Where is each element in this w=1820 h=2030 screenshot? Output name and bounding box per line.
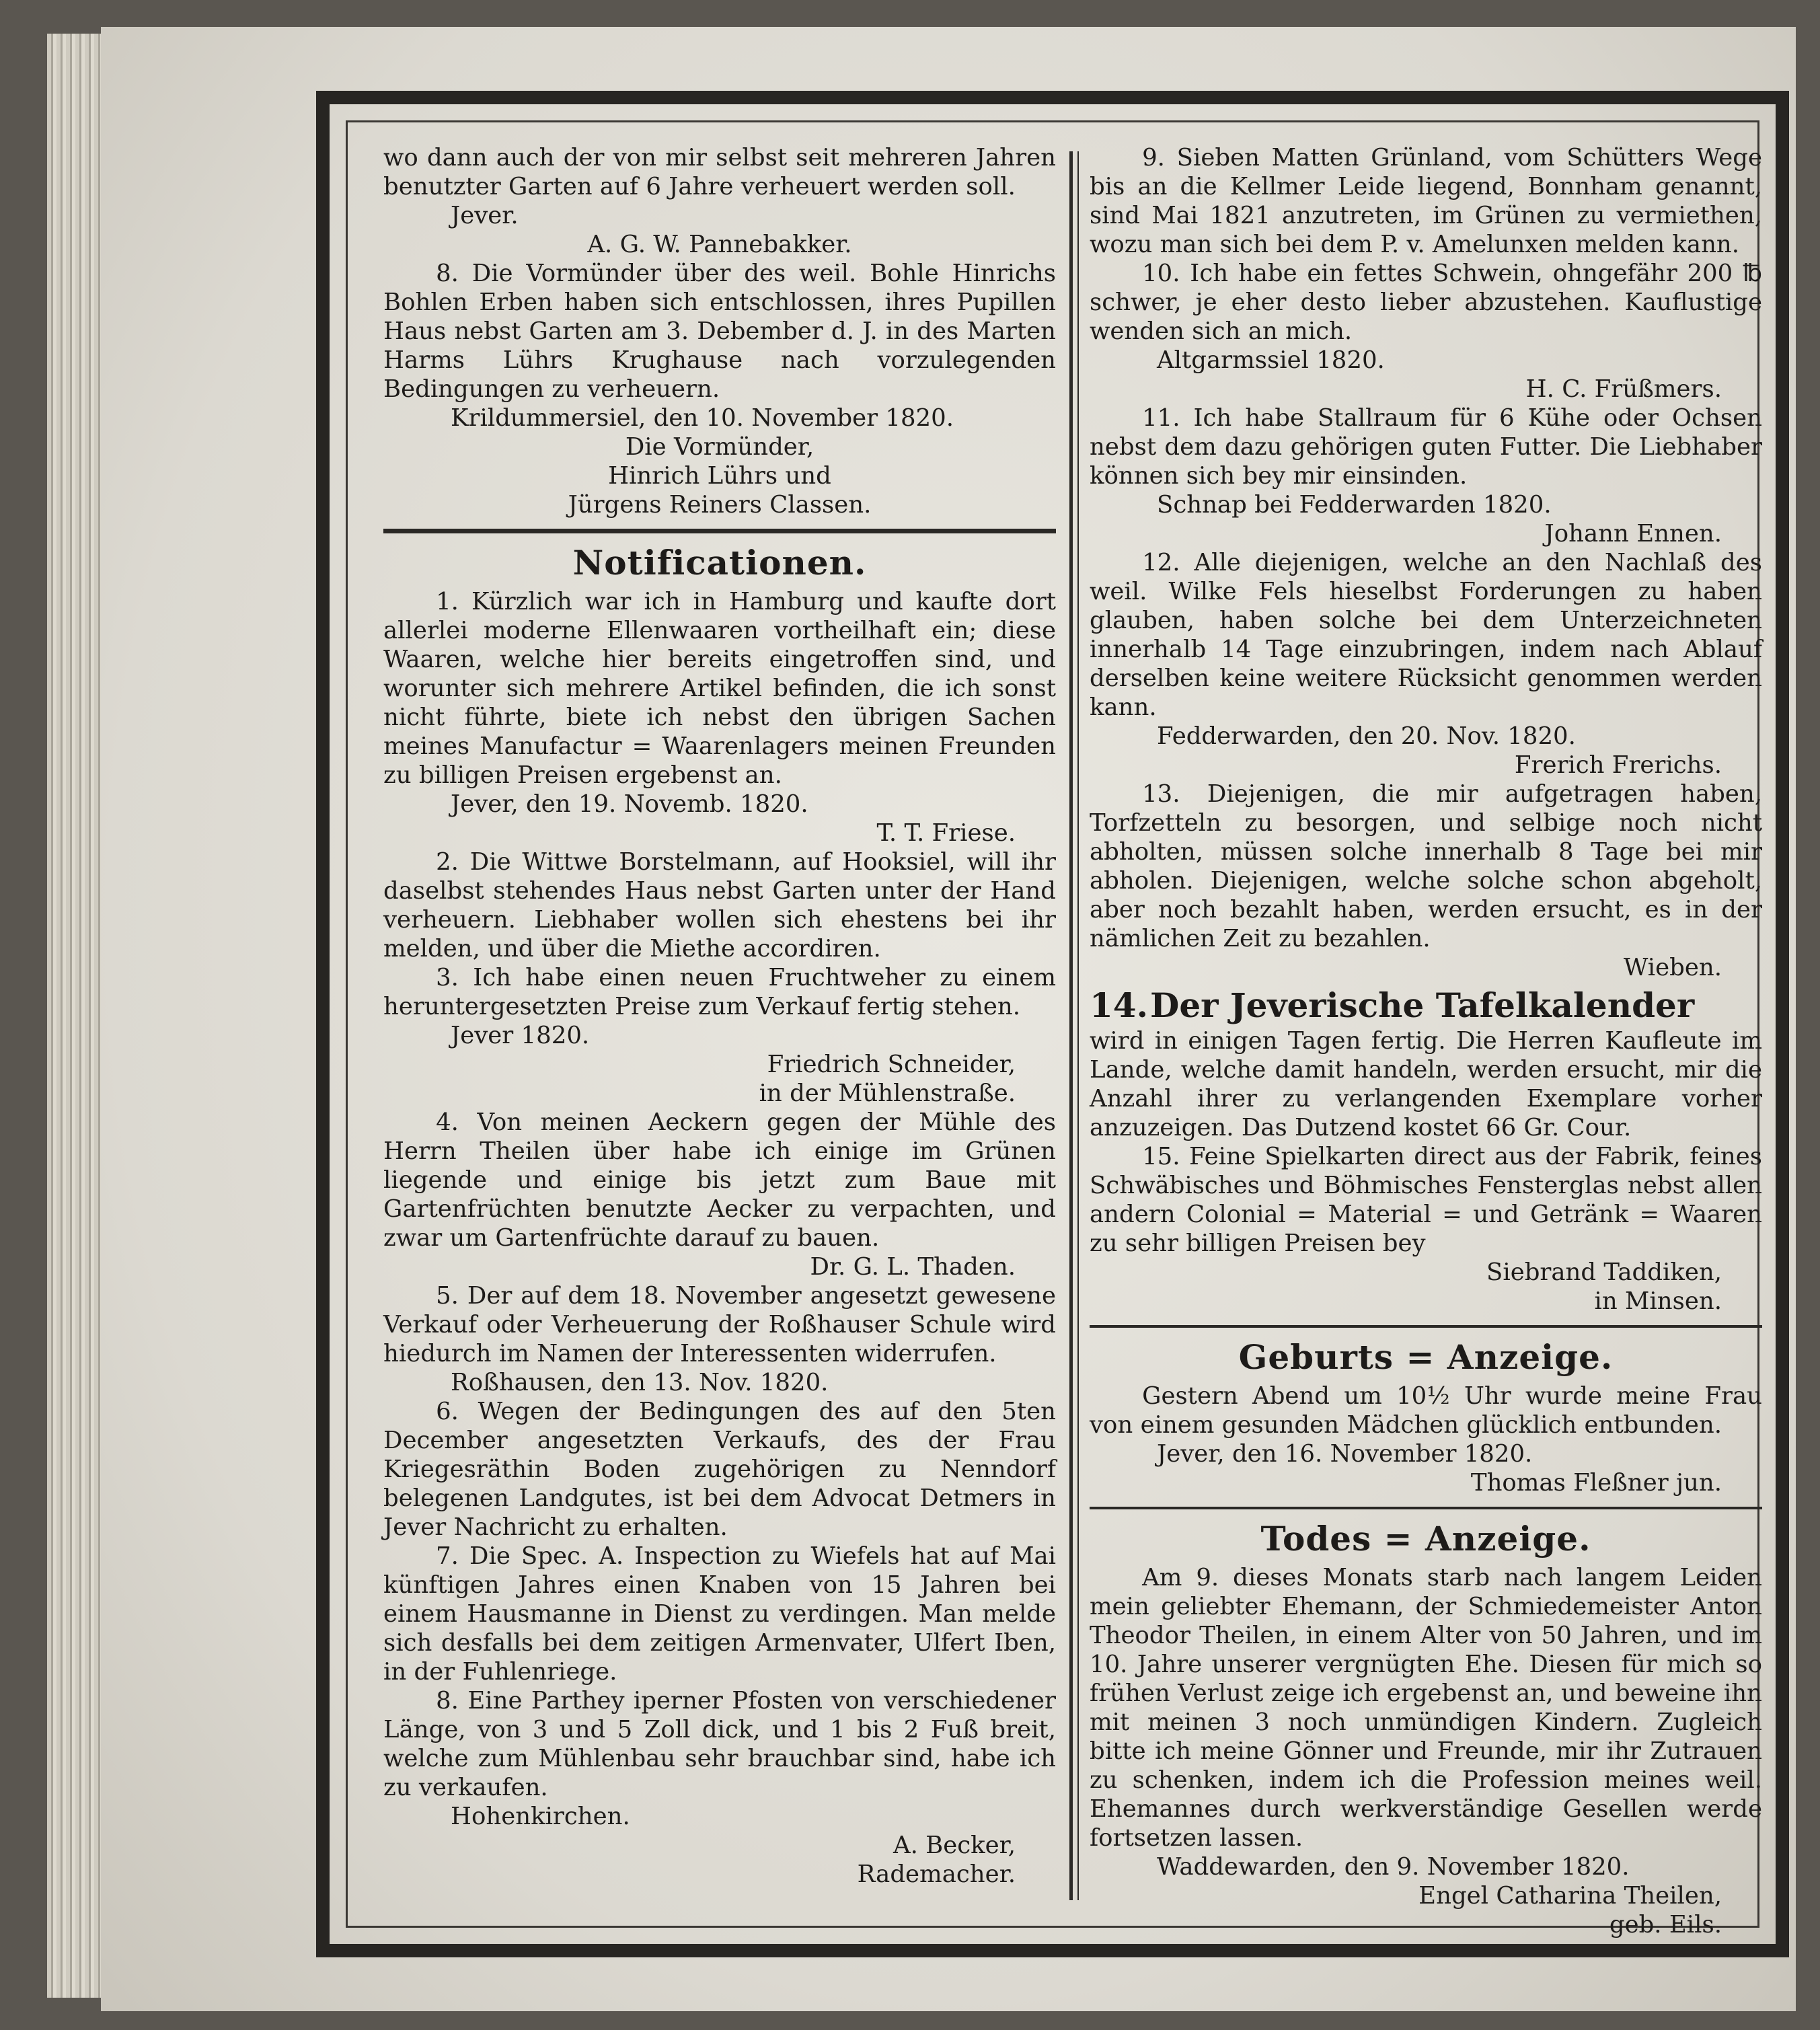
notice-7: 7. Die Spec. A. Inspection zu Wiefels hat auf Mai künftigen Jahres einen Knaben von 15 Jahren bei einem Hausmanne in Dienst zu verdingen. Man melde sich desfalls bei dem zeitigen Armenvater, Ulfert Iben, in der Fuhlenriege. xyxy=(383,1542,1056,1686)
notice-signature: in Minsen. xyxy=(1594,1287,1722,1315)
death-heading: Todes = Anzeige. xyxy=(1260,1519,1591,1558)
notice-place: Jever. xyxy=(451,202,519,229)
notice-2: 2. Die Wittwe Borstelmann, auf Hooksiel, will ihr daselbst stehendes Haus nebst Garten unter der Hand verheuern. Liebhaber wollen sich ehestens bei ihr melden, und über die Miethe accordiren. xyxy=(383,848,1056,963)
notice-1: 1. Kürzlich war ich in Hamburg und kaufte dort allerlei moderne Ellenwaaren vortheilhaft ein; diese Waaren, welche hier bereits eingetroffen sind, und worunter sich mehrere Artikel befinden, die ich sonst nicht führte, biete ich nebst den übrigen Sachen meines Manufactur = Waarenlagers meinen Freunden zu billigen Preisen ergebenst an. xyxy=(383,588,1056,789)
continued-notice: wo dann auch der von mir selbst seit mehreren Jahren benutzter Garten auf 6 Jahre verheuert werden soll. xyxy=(383,144,1056,200)
section-heading: Notificationen. xyxy=(572,543,867,582)
section-rule xyxy=(1090,1507,1762,1509)
notice-place: Roßhausen, den 13. Nov. 1820. xyxy=(451,1369,829,1396)
notice-9: 9. Sieben Matten Grünland, vom Schütters Wege bis an die Kellmer Leide liegend, Bonnham genannt, sind Mai 1821 anzutreten, im Grünen zu vermiethen, wozu man sich bei dem P. v. Amelunxen melden kann. xyxy=(1090,144,1762,258)
notice-10: 10. Ich habe ein fettes Schwein, ohngefähr 200 ℔ schwer, je eher desto lieber abzustehen. Kauflustige wenden sich an mich. xyxy=(1090,260,1762,345)
notice-place: Hohenkirchen. xyxy=(451,1803,630,1830)
notice-12: 12. Alle diejenigen, welche an den Nachlaß des weil. Wilke Fels hieselbst Forderungen zu haben glauben, haben solche bei dem Unterzeichneten innerhalb 14 Tage einzubringen, indem nach Ablauf derselben keine weitere Rücksicht genommen werden kann. xyxy=(1090,549,1762,721)
notice-8b: 8. Eine Parthey iperner Pfosten von verschiedener Länge, von 3 und 5 Zoll dick, und 1 bis 2 Fuß breit, welche zum Mühlenbau sehr brauchbar sind, habe ich zu verkaufen. xyxy=(383,1687,1056,1801)
notice-place: Fedderwarden, den 20. Nov. 1820. xyxy=(1157,722,1576,750)
notice-signature: Hinrich Lührs und xyxy=(608,462,831,490)
notice-signature: Rademacher. xyxy=(857,1860,1016,1888)
notice-signature: Johann Ennen. xyxy=(1544,520,1722,548)
notice-8: 8. Die Vormünder über des weil. Bohle Hinrichs Bohlen Erben haben sich entschlossen, ihres Pupillen Haus nebst Garten am 3. Debember d. J. in des Marten Harms Lührs Krughause nach vorzulegenden Bedingungen zu verheuern. xyxy=(383,260,1056,403)
notice-place: Jever 1820. xyxy=(451,1022,590,1049)
notice-signature: T. T. Friese. xyxy=(876,819,1016,847)
notice-signature: Frerich Frerichs. xyxy=(1514,751,1722,779)
notice-signature: Dr. G. L. Thaden. xyxy=(810,1253,1016,1281)
birth-notice: Gestern Abend um 10½ Uhr wurde meine Frau von einem gesunden Mädchen glücklich entbunden. xyxy=(1090,1382,1762,1439)
notice-signature: Wieben. xyxy=(1623,954,1722,981)
notice-signature: Siebrand Taddiken, xyxy=(1486,1258,1722,1286)
notice-5: 5. Der auf dem 18. November angesetzt gewesene Verkauf oder Verheuerung der Roßhauser Schule wird hiedurch im Namen der Interessenten widerrufen. xyxy=(383,1282,1056,1367)
notice-place: Jever, den 19. Novemb. 1820. xyxy=(451,790,808,818)
notice-place: Waddewarden, den 9. November 1820. xyxy=(1157,1853,1630,1881)
notice-signature: H. C. Früßmers. xyxy=(1525,375,1722,403)
notice-3: 3. Ich habe einen neuen Fruchtweher zu einem heruntergesetzten Preise zum Verkauf fertig stehen. xyxy=(383,964,1056,1020)
section-rule xyxy=(383,529,1056,533)
notice-signature: Friedrich Schneider, xyxy=(767,1051,1016,1078)
notice-signature: Thomas Fleßner jun. xyxy=(1470,1469,1722,1497)
notice-14-title xyxy=(1090,986,1762,1025)
birth-heading: Geburts = Anzeige. xyxy=(1238,1337,1614,1377)
section-rule xyxy=(1090,1325,1762,1328)
column-divider xyxy=(1069,151,1073,1900)
notice-signature: in der Mühlenstraße. xyxy=(759,1080,1016,1107)
notice-place: Altgarmssiel 1820. xyxy=(1157,346,1385,374)
notice-signature: Engel Catharina Theilen, xyxy=(1418,1882,1722,1910)
notice-15: 15. Feine Spielkarten direct aus der Fabrik, feines Schwäbisches und Böhmisches Fensterglas nebst allen andern Colonial = Material = und Getränk = Waaren zu sehr billigen Preisen bey xyxy=(1090,1143,1762,1257)
notice-signature: A. G. W. Pannebakker. xyxy=(587,231,852,258)
notice-place: Jever, den 16. November 1820. xyxy=(1157,1440,1533,1468)
death-notice: Am 9. dieses Monats starb nach langem Leiden mein geliebter Ehemann, der Schmiedemeister Anton Theodor Theilen, in einem Alter von 50 Jahren, und im 10. Jahre unserer vergnügten Ehe. Diesen für mich so frühen Verlust zeige ich ergebenst an, und beweine ihn mit meinen 3 noch unmündigen Kindern. Zugleich bitte ich meine Gönner und Freunde, mir ihr Zutrauen zu schenken, indem ich die Profession meines weil. Ehemannes durch werkverständige Gesellen werde fortsetzen lassen. xyxy=(1090,1564,1762,1852)
page-border xyxy=(316,91,1789,1957)
notice-place: Schnap bei Fedderwarden 1820. xyxy=(1157,491,1552,519)
notice-place: Krildummersiel, den 10. November 1820. xyxy=(451,404,954,432)
notice-14-heading: Der Jeverische Tafelkalender xyxy=(1150,985,1695,1025)
notice-4: 4. Von meinen Aeckern gegen der Mühle des Herrn Theilen über habe ich einige im Grünen liegende und einige bis jetzt zum Baue mit Gartenfrüchten benutzte Aecker zu verpachten, und zwar um Gartenfrüchte darauf zu bauen. xyxy=(383,1108,1056,1252)
column-divider-thin xyxy=(1077,151,1079,1900)
notice-14-number: 14. xyxy=(1090,985,1148,1025)
notice-6: 6. Wegen der Bedingungen des auf den 5ten December angesetzten Verkaufs, des der Frau Kriegesräthin Boden zugehörigen zu Nenndorf belegenen Landgutes, ist bei dem Advocat Detmers in Jever Nachricht zu erhalten. xyxy=(383,1398,1056,1541)
left-column xyxy=(383,143,1056,1889)
notice-11: 11. Ich habe Stallraum für 6 Kühe oder Ochsen nebst dem dazu gehörigen guten Futter. Die Liebhaber können sich bey mir einsinden. xyxy=(1090,404,1762,490)
notice-signature: Jürgens Reiners Classen. xyxy=(568,491,872,519)
notice-signature: A. Becker, xyxy=(893,1832,1016,1859)
notice-signature: geb. Eils. xyxy=(1609,1911,1722,1939)
notice-13: 13. Diejenigen, die mir aufgetragen haben, Torfzetteln zu besorgen, und selbige noch nicht abholten, müssen solche innerhalb 8 Tage bei mir abholen. Diejenigen, welche solche schon abgeholt, aber noch bezahlt haben, werden ersucht, es in der nämlichen Zeit zu bezahlen. xyxy=(1090,780,1762,952)
notice-14: wird in einigen Tagen fertig. Die Herren Kaufleute im Lande, welche damit handeln, werden ersucht, mir die Anzahl ihrer zu verlangenden Exemplare vorher anzuzeigen. Das Dutzend kostet 66 Gr. Cour. xyxy=(1090,1027,1762,1141)
right-column xyxy=(1090,143,1762,1939)
notice-signature: Die Vormünder, xyxy=(625,433,814,461)
